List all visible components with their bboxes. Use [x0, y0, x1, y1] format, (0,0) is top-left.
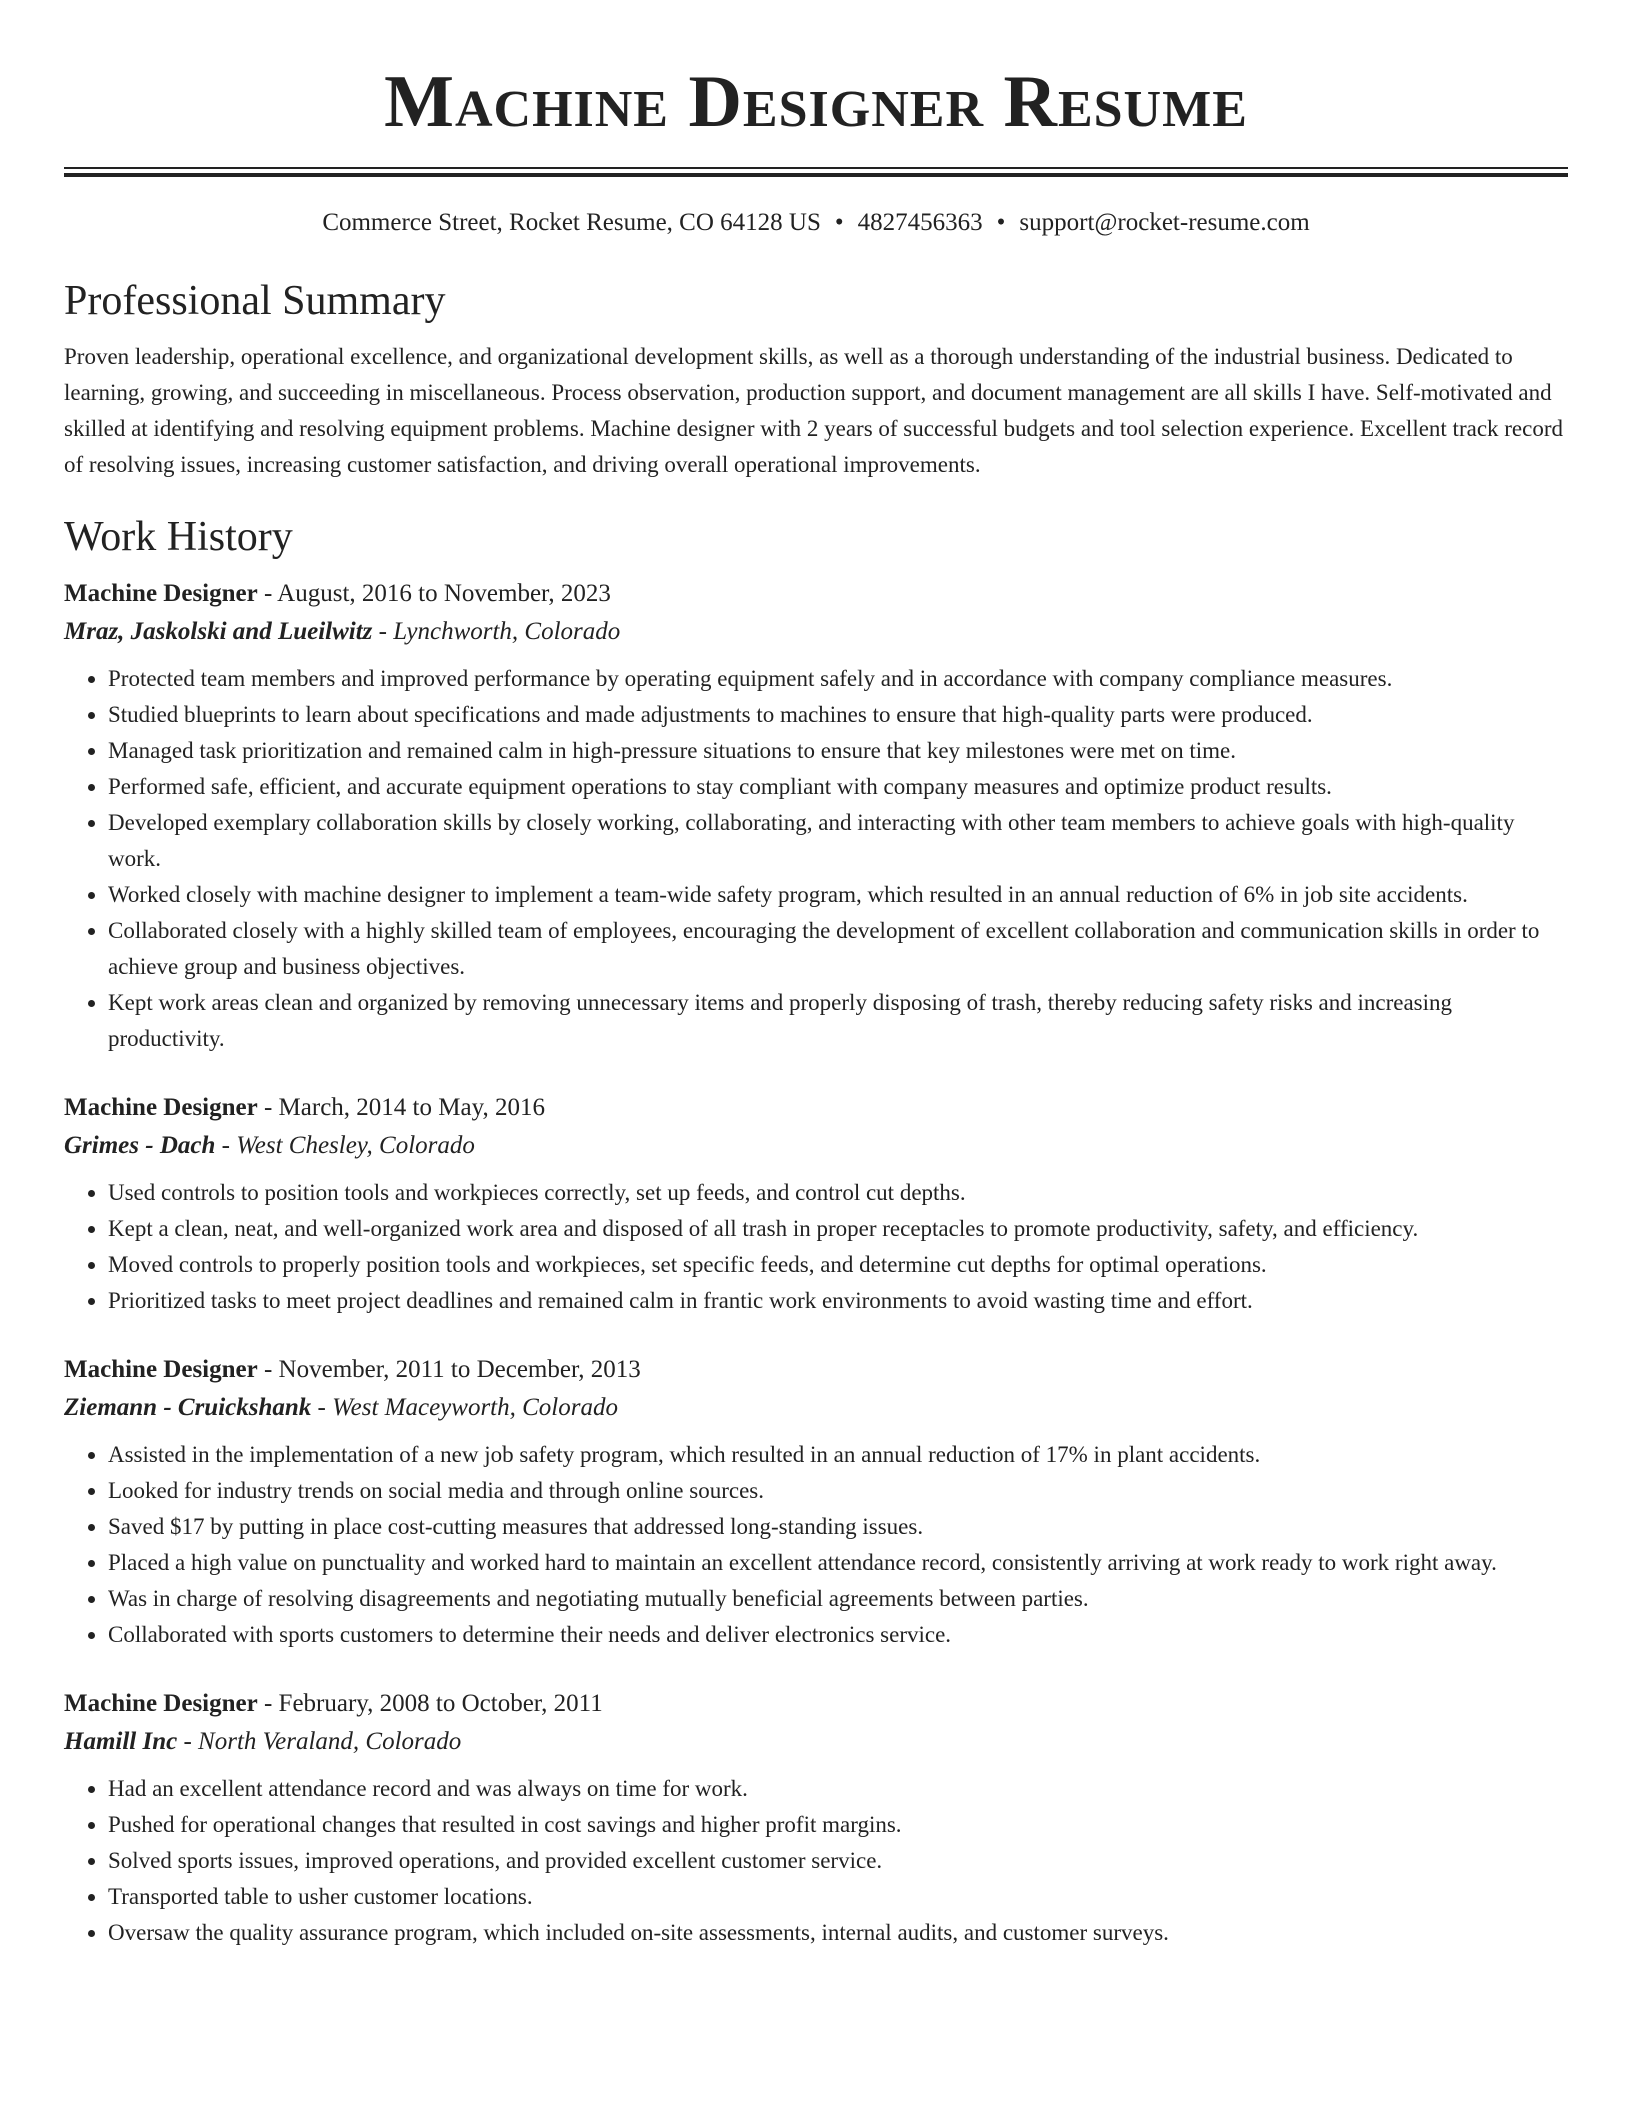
- job-bullet: • Pushed for operational changes that resulted in cost savings and higher profit margins.: [108, 1807, 1568, 1843]
- job-dash: -: [257, 1690, 279, 1717]
- job-title-line: [64, 575, 1568, 613]
- job-bullet: • Managed task prioritization and remained calm in high-pressure situations to ensure that key milestones were met on time.: [108, 733, 1568, 769]
- title-divider: [64, 167, 1568, 177]
- contact-email: support@rocket-resume.com: [1019, 209, 1310, 236]
- job-bullet: • Kept a clean, neat, and well-organized work area and disposed of all trash in proper receptacles to promote productivity, safety, and efficiency.: [108, 1211, 1568, 1247]
- summary-text: Proven leadership, operational excellence, and organizational development skills, as well as a thorough understanding of the industrial business. Dedicated to learning, growing, and succeeding in miscellaneous. Process observation, production support, and document management are all skills I have. Self-motivated and skilled at identifying and resolving equipment problems. Machine designer with 2 years of successful budgets and tool selection experience. Excellent track record of resolving issues, increasing customer satisfaction, and driving overall operational improvements.: [64, 344, 1564, 477]
- job-bullet: • Performed safe, efficient, and accurate equipment operations to stay compliant with company measures and optimize product results.: [108, 769, 1568, 805]
- job-dash: -: [372, 618, 394, 645]
- job-location: North Veraland, Colorado: [198, 1728, 462, 1755]
- job-bullet: • Transported table to usher customer locations.: [108, 1879, 1568, 1915]
- job-dates: March, 2014 to May, 2016: [278, 1094, 545, 1121]
- job-bullet: • Placed a high value on punctuality and worked hard to maintain an excellent attendance record, consistently arriving at work ready to work right away.: [108, 1545, 1568, 1581]
- job-location: West Maceyworth, Colorado: [332, 1394, 618, 1421]
- job-company-line: [64, 1127, 1568, 1165]
- job-entry: [64, 1351, 1568, 1653]
- job-bullet: • Used controls to position tools and workpieces correctly, set up feeds, and control cut depths.: [108, 1175, 1568, 1211]
- job-role: Machine Designer: [64, 1356, 258, 1383]
- job-bullet: • Kept work areas clean and organized by removing unnecessary items and properly disposing of trash, thereby reducing safety risks and increasing productivity.: [108, 985, 1568, 1057]
- contact-phone: 4827456363: [857, 209, 983, 236]
- work-history-list: [64, 575, 1568, 1951]
- job-dates: November, 2011 to December, 2013: [278, 1356, 641, 1383]
- job-bullet: • Collaborated with sports customers to determine their needs and deliver electronics service.: [108, 1617, 1568, 1653]
- job-bullet: • Prioritized tasks to meet project deadlines and remained calm in frantic work environments to avoid wasting time and effort.: [108, 1283, 1568, 1319]
- summary-heading: Professional Summary: [64, 278, 446, 324]
- job-bullet: • Saved $17 by putting in place cost-cutting measures that addressed long-standing issues.: [108, 1509, 1568, 1545]
- job-company-line: [64, 1389, 1568, 1427]
- contact-address: Commerce Street, Rocket Resume, CO 64128 US: [322, 209, 821, 236]
- job-entry: [64, 575, 1568, 1057]
- job-bullet: • Collaborated closely with a highly skilled team of employees, encouraging the development of excellent collaboration and communication skills in order to achieve group and business objectives.: [108, 913, 1568, 985]
- job-entry: [64, 1089, 1568, 1319]
- job-dash: -: [257, 1094, 279, 1121]
- job-location: West Chesley, Colorado: [236, 1132, 475, 1159]
- job-bullet: • Looked for industry trends on social media and through online sources.: [108, 1473, 1568, 1509]
- job-dash: -: [257, 580, 278, 607]
- job-bullet-list: [64, 1771, 1568, 1951]
- contact-line: [64, 205, 1568, 241]
- contact-separator: •: [996, 209, 1006, 236]
- job-dates: August, 2016 to November, 2023: [277, 580, 611, 607]
- job-bullet: • Assisted in the implementation of a new job safety program, which resulted in an annual reduction of 17% in plant accidents.: [108, 1437, 1568, 1473]
- job-role: Machine Designer: [64, 1690, 258, 1717]
- job-bullet: • Developed exemplary collaboration skills by closely working, collaborating, and interacting with other team members to achieve goals with high-quality work.: [108, 805, 1568, 877]
- job-company: Ziemann - Cruickshank: [64, 1394, 312, 1421]
- job-company-line: [64, 1723, 1568, 1761]
- job-entry: [64, 1685, 1568, 1951]
- job-bullet-list: [64, 661, 1568, 1057]
- job-title-line: [64, 1089, 1568, 1127]
- job-dates: February, 2008 to October, 2011: [278, 1690, 603, 1717]
- job-bullet-list: [64, 1175, 1568, 1319]
- job-bullet: • Moved controls to properly position tools and workpieces, set specific feeds, and determine cut depths for optimal operations.: [108, 1247, 1568, 1283]
- job-bullet: • Was in charge of resolving disagreements and negotiating mutually beneficial agreements between parties.: [108, 1581, 1568, 1617]
- job-dash: -: [215, 1132, 237, 1159]
- job-location: Lynchworth, Colorado: [393, 618, 621, 645]
- job-bullet: • Studied blueprints to learn about specifications and made adjustments to machines to ensure that high-quality parts were produced.: [108, 697, 1568, 733]
- job-company: Mraz, Jaskolski and Lueilwitz: [64, 618, 373, 645]
- page-title: Machine Designer Resume: [384, 61, 1248, 143]
- job-bullet: • Protected team members and improved performance by operating equipment safely and in accordance with company compliance measures.: [108, 661, 1568, 697]
- job-role: Machine Designer: [64, 1094, 258, 1121]
- contact-separator: •: [834, 209, 844, 236]
- job-company-line: [64, 613, 1568, 651]
- job-company: Grimes - Dach: [64, 1132, 216, 1159]
- job-title-line: [64, 1351, 1568, 1389]
- job-bullet: • Oversaw the quality assurance program, which included on-site assessments, internal audits, and customer surveys.: [108, 1915, 1568, 1951]
- job-role: Machine Designer: [64, 580, 258, 607]
- job-title-line: [64, 1685, 1568, 1723]
- job-bullet: • Had an excellent attendance record and was always on time for work.: [108, 1771, 1568, 1807]
- work-history-heading: Work History: [64, 514, 293, 560]
- job-dash: -: [311, 1394, 333, 1421]
- job-dash: -: [257, 1356, 279, 1383]
- job-bullet: • Worked closely with machine designer to implement a team-wide safety program, which resulted in an annual reduction of 6% in job site accidents.: [108, 877, 1568, 913]
- job-bullet-list: [64, 1437, 1568, 1653]
- job-company: Hamill Inc: [64, 1728, 178, 1755]
- job-dash: -: [177, 1728, 199, 1755]
- job-bullet: • Solved sports issues, improved operations, and provided excellent customer service.: [108, 1843, 1568, 1879]
